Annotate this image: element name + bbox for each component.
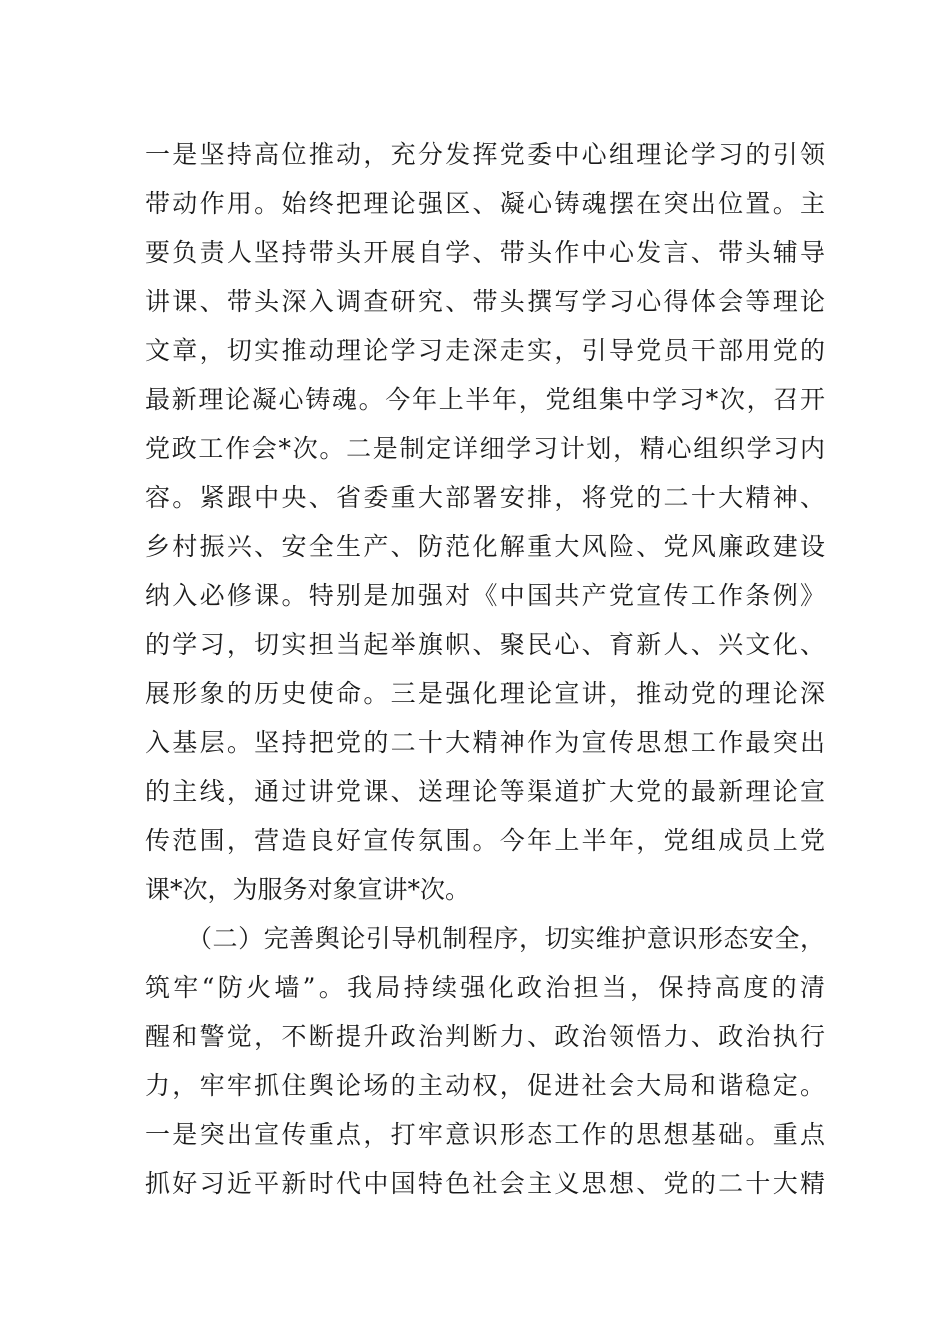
body-text <box>145 130 825 1208</box>
text-line: 最新理论凝心铸魂。今年上半年，党组集中学习*次，召开 <box>145 385 825 414</box>
text-line: 力，牢牢抓住舆论场的主动权，促进社会大局和谐稳定。 <box>145 1071 825 1100</box>
text-line: 抓好习近平新时代中国特色社会主义思想、党的二十大精 <box>145 1169 825 1198</box>
text-line: 课*次，为服务对象宣讲*次。 <box>145 875 471 904</box>
text-line: 乡村振兴、安全生产、防范化解重大风险、党风廉政建设 <box>145 532 825 561</box>
text-line: 醒和警觉，不断提升政治判断力、政治领悟力、政治执行 <box>145 1022 825 1051</box>
text-line: 党政工作会*次。二是制定详细学习计划，精心组织学习内 <box>145 434 825 463</box>
section-heading-line: （二）完善舆论引导机制程序，切实维护意识形态安全， <box>187 924 825 953</box>
text-line: 容。紧跟中央、省委重大部署安排，将党的二十大精神、 <box>145 483 825 512</box>
text-line: 文章，切实推动理论学习走深走实，引导党员干部用党的 <box>145 336 825 365</box>
text-line: 一是突出宣传重点，打牢意识形态工作的思想基础。重点 <box>145 1120 825 1149</box>
text-line: 纳入必修课。特别是加强对《中国共产党宣传工作条例》 <box>145 581 825 610</box>
text-line: 展形象的历史使命。三是强化理论宣讲，推动党的理论深 <box>145 679 825 708</box>
text-line: 讲课、带头深入调查研究、带头撰写学习心得体会等理论 <box>145 287 825 316</box>
text-line: 传范围，营造良好宣传氛围。今年上半年，党组成员上党 <box>145 826 825 855</box>
text-line: 带动作用。始终把理论强区、凝心铸魂摆在突出位置。主 <box>145 189 825 218</box>
text-line: 的学习，切实担当起举旗帜、聚民心、育新人、兴文化、 <box>145 630 825 659</box>
text-line: 的主线，通过讲党课、送理论等渠道扩大党的最新理论宣 <box>145 777 825 806</box>
text-line: 入基层。坚持把党的二十大精神作为宣传思想工作最突出 <box>145 728 825 757</box>
text-line: 一是坚持高位推动，充分发挥党委中心组理论学习的引领 <box>145 140 825 169</box>
text-line: 要负责人坚持带头开展自学、带头作中心发言、带头辅导 <box>145 238 825 267</box>
text-line: 筑牢“防火墙”。我局持续强化政治担当，保持高度的清 <box>145 973 825 1002</box>
